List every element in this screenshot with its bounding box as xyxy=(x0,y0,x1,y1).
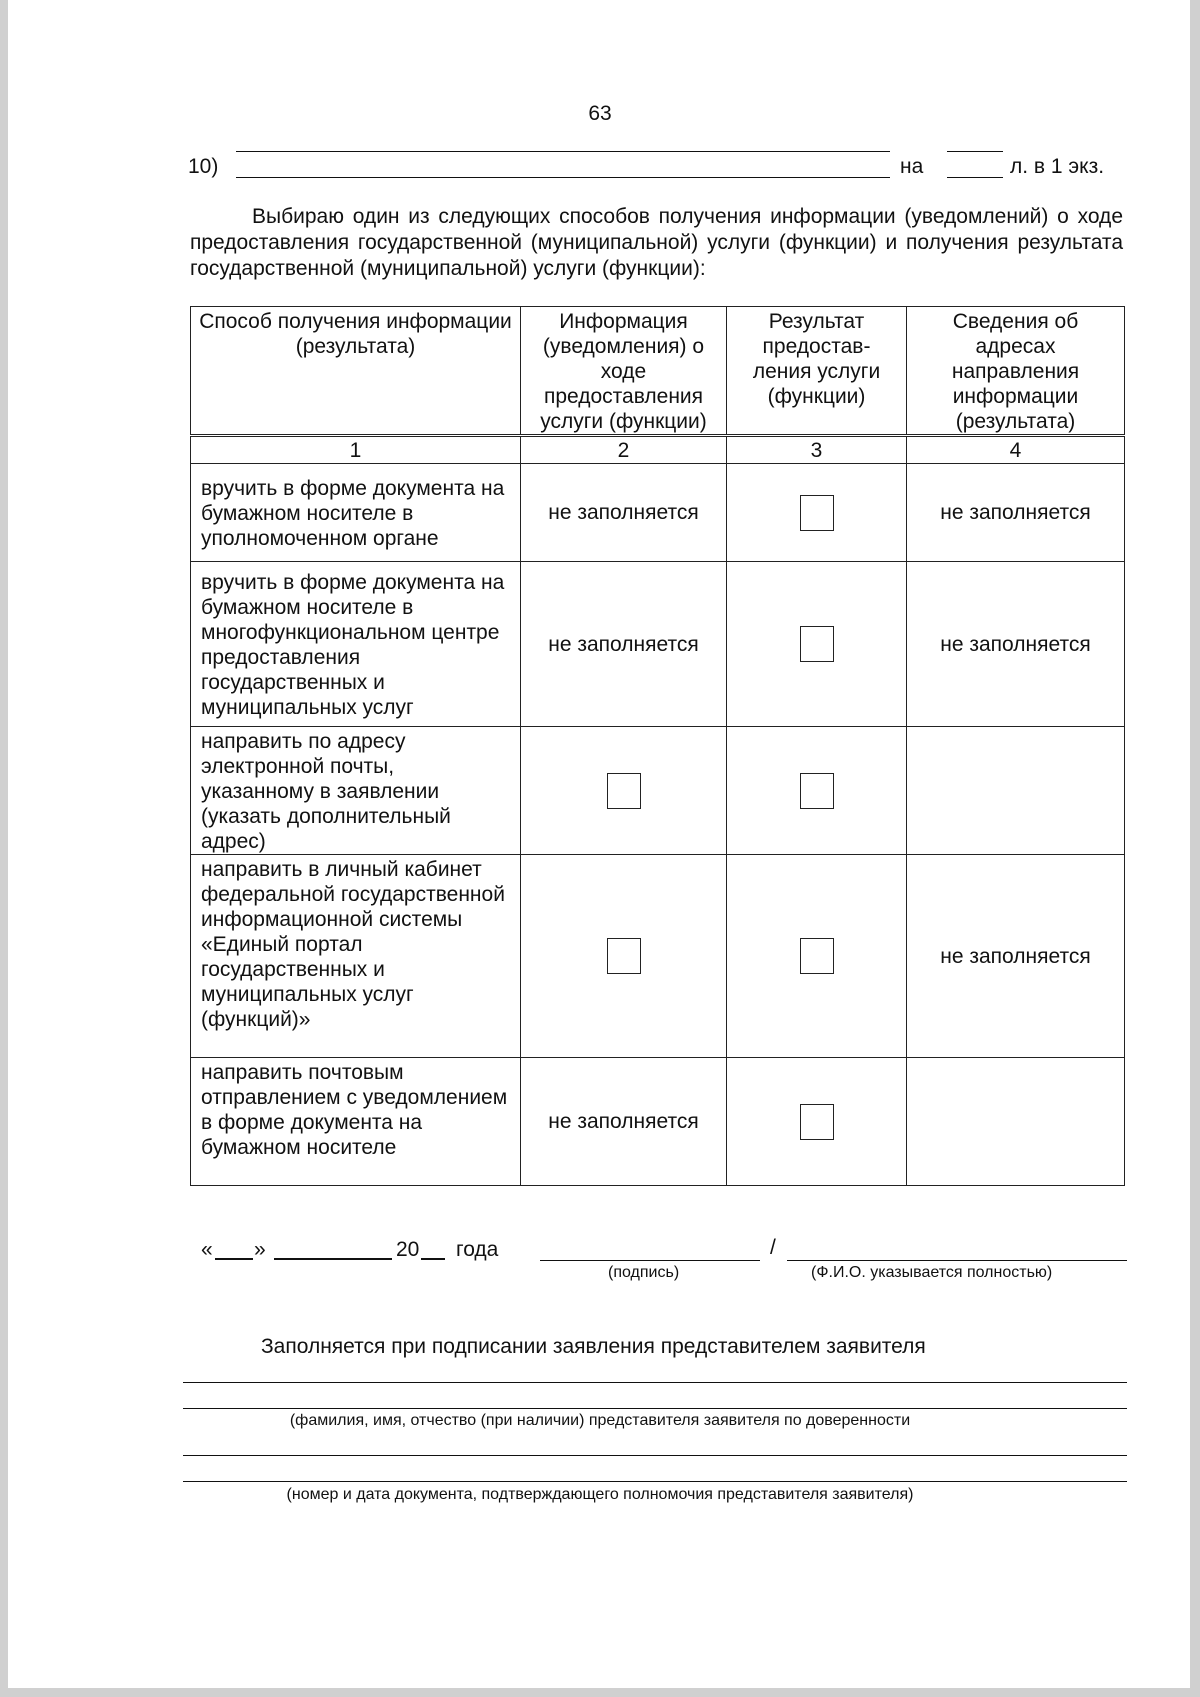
info-cell: не заполняется xyxy=(521,1058,727,1186)
address-field[interactable] xyxy=(907,1058,1125,1186)
result-checkbox[interactable] xyxy=(800,626,834,662)
info-cell xyxy=(521,727,727,855)
table-row xyxy=(191,562,1125,727)
intro-text: Выбираю один из следующих способов получения информации (уведомлений) о ходе предоставления государственной (муниципальной) услуги (функции) и получения результата государственной (муниципальной) услуги (функции): xyxy=(190,205,1123,280)
sheets-label: л. в 1 экз. xyxy=(1010,155,1105,178)
info-cell xyxy=(521,855,727,1058)
representative-name-field[interactable] xyxy=(183,1408,1127,1409)
header-result: Результат предостав-ления услуги (функции) xyxy=(727,307,907,436)
representative-doc-label: (номер и дата документа, подтверждающего полномочия представителя заявителя) xyxy=(286,1486,914,1503)
address-cell: не заполняется xyxy=(907,855,1125,1058)
document-name-field[interactable] xyxy=(236,177,890,178)
column-number: 2 xyxy=(521,436,727,464)
result-checkbox[interactable] xyxy=(800,1104,834,1140)
signature-field[interactable] xyxy=(540,1260,760,1261)
result-cell xyxy=(727,727,907,855)
result-checkbox[interactable] xyxy=(800,773,834,809)
item-number: 10) xyxy=(188,155,219,178)
blank-line xyxy=(183,1382,1127,1383)
date-open-quote: « xyxy=(201,1238,213,1261)
address-cell: не заполняется xyxy=(907,562,1125,727)
info-checkbox[interactable] xyxy=(607,938,641,974)
method-cell: вручить в форме документа на бумажном носителе в многофункциональном центре предоставления государственных и муниципальных услуг xyxy=(191,562,521,727)
day-field[interactable] xyxy=(215,1258,253,1260)
date-close-quote: » xyxy=(254,1238,266,1261)
method-cell: направить почтовым отправлением с уведомлением в форме документа на бумажном носителе xyxy=(191,1058,521,1186)
year-suffix: года xyxy=(456,1238,499,1261)
header-method: Способ получения информации (результата) xyxy=(191,307,521,436)
fio-label: (Ф.И.О. указывается полностью) xyxy=(811,1264,1053,1281)
sheets-count-field[interactable] xyxy=(947,177,1003,178)
intro-paragraph xyxy=(190,204,1123,282)
method-cell: направить по адресу электронной почты, указанному в заявлении (указать дополнительный адрес) xyxy=(191,727,521,855)
result-cell xyxy=(727,464,907,562)
column-number: 3 xyxy=(727,436,907,464)
blank-line xyxy=(183,1455,1127,1456)
blank-line-upper xyxy=(236,151,890,152)
info-cell: не заполняется xyxy=(521,464,727,562)
na-label: на xyxy=(900,155,924,178)
signature-label: (подпись) xyxy=(608,1264,680,1281)
representative-name-label: (фамилия, имя, отчество (при наличии) представителя заявителя по доверенности xyxy=(289,1412,911,1429)
address-field[interactable] xyxy=(907,727,1125,855)
header-address: Сведения об адресах направления информации (результата) xyxy=(907,307,1125,436)
slash: / xyxy=(770,1236,776,1259)
page-number: 63 xyxy=(588,102,612,125)
column-number: 4 xyxy=(907,436,1125,464)
column-number: 1 xyxy=(191,436,521,464)
info-cell: не заполняется xyxy=(521,562,727,727)
representative-heading: Заполняется при подписании заявления представителем заявителя xyxy=(261,1335,926,1358)
method-cell: направить в личный кабинет федеральной государственной информационной системы «Единый портал государственных и муниципальных услуг (функций)» xyxy=(191,855,521,1058)
table-header-row xyxy=(191,307,1125,436)
method-cell: вручить в форме документа на бумажном носителе в уполномоченном органе xyxy=(191,464,521,562)
table-row xyxy=(191,727,1125,855)
result-cell xyxy=(727,855,907,1058)
header-info: Информация (уведомления) о ходе предоставления услуги (функции) xyxy=(521,307,727,436)
column-numbers-row xyxy=(191,436,1125,464)
result-checkbox[interactable] xyxy=(800,495,834,531)
delivery-methods-table xyxy=(190,306,1125,1186)
table-row xyxy=(191,1058,1125,1186)
result-cell xyxy=(727,562,907,727)
address-cell: не заполняется xyxy=(907,464,1125,562)
year-field[interactable] xyxy=(421,1258,445,1260)
result-cell xyxy=(727,1058,907,1186)
table-row xyxy=(191,855,1125,1058)
result-checkbox[interactable] xyxy=(800,938,834,974)
fio-field[interactable] xyxy=(787,1260,1127,1261)
table-row xyxy=(191,464,1125,562)
info-checkbox[interactable] xyxy=(607,773,641,809)
month-field[interactable] xyxy=(274,1258,392,1260)
representative-doc-field[interactable] xyxy=(183,1481,1127,1482)
year-prefix: 20 xyxy=(396,1238,420,1261)
blank-line-sheets-upper xyxy=(947,151,1003,152)
